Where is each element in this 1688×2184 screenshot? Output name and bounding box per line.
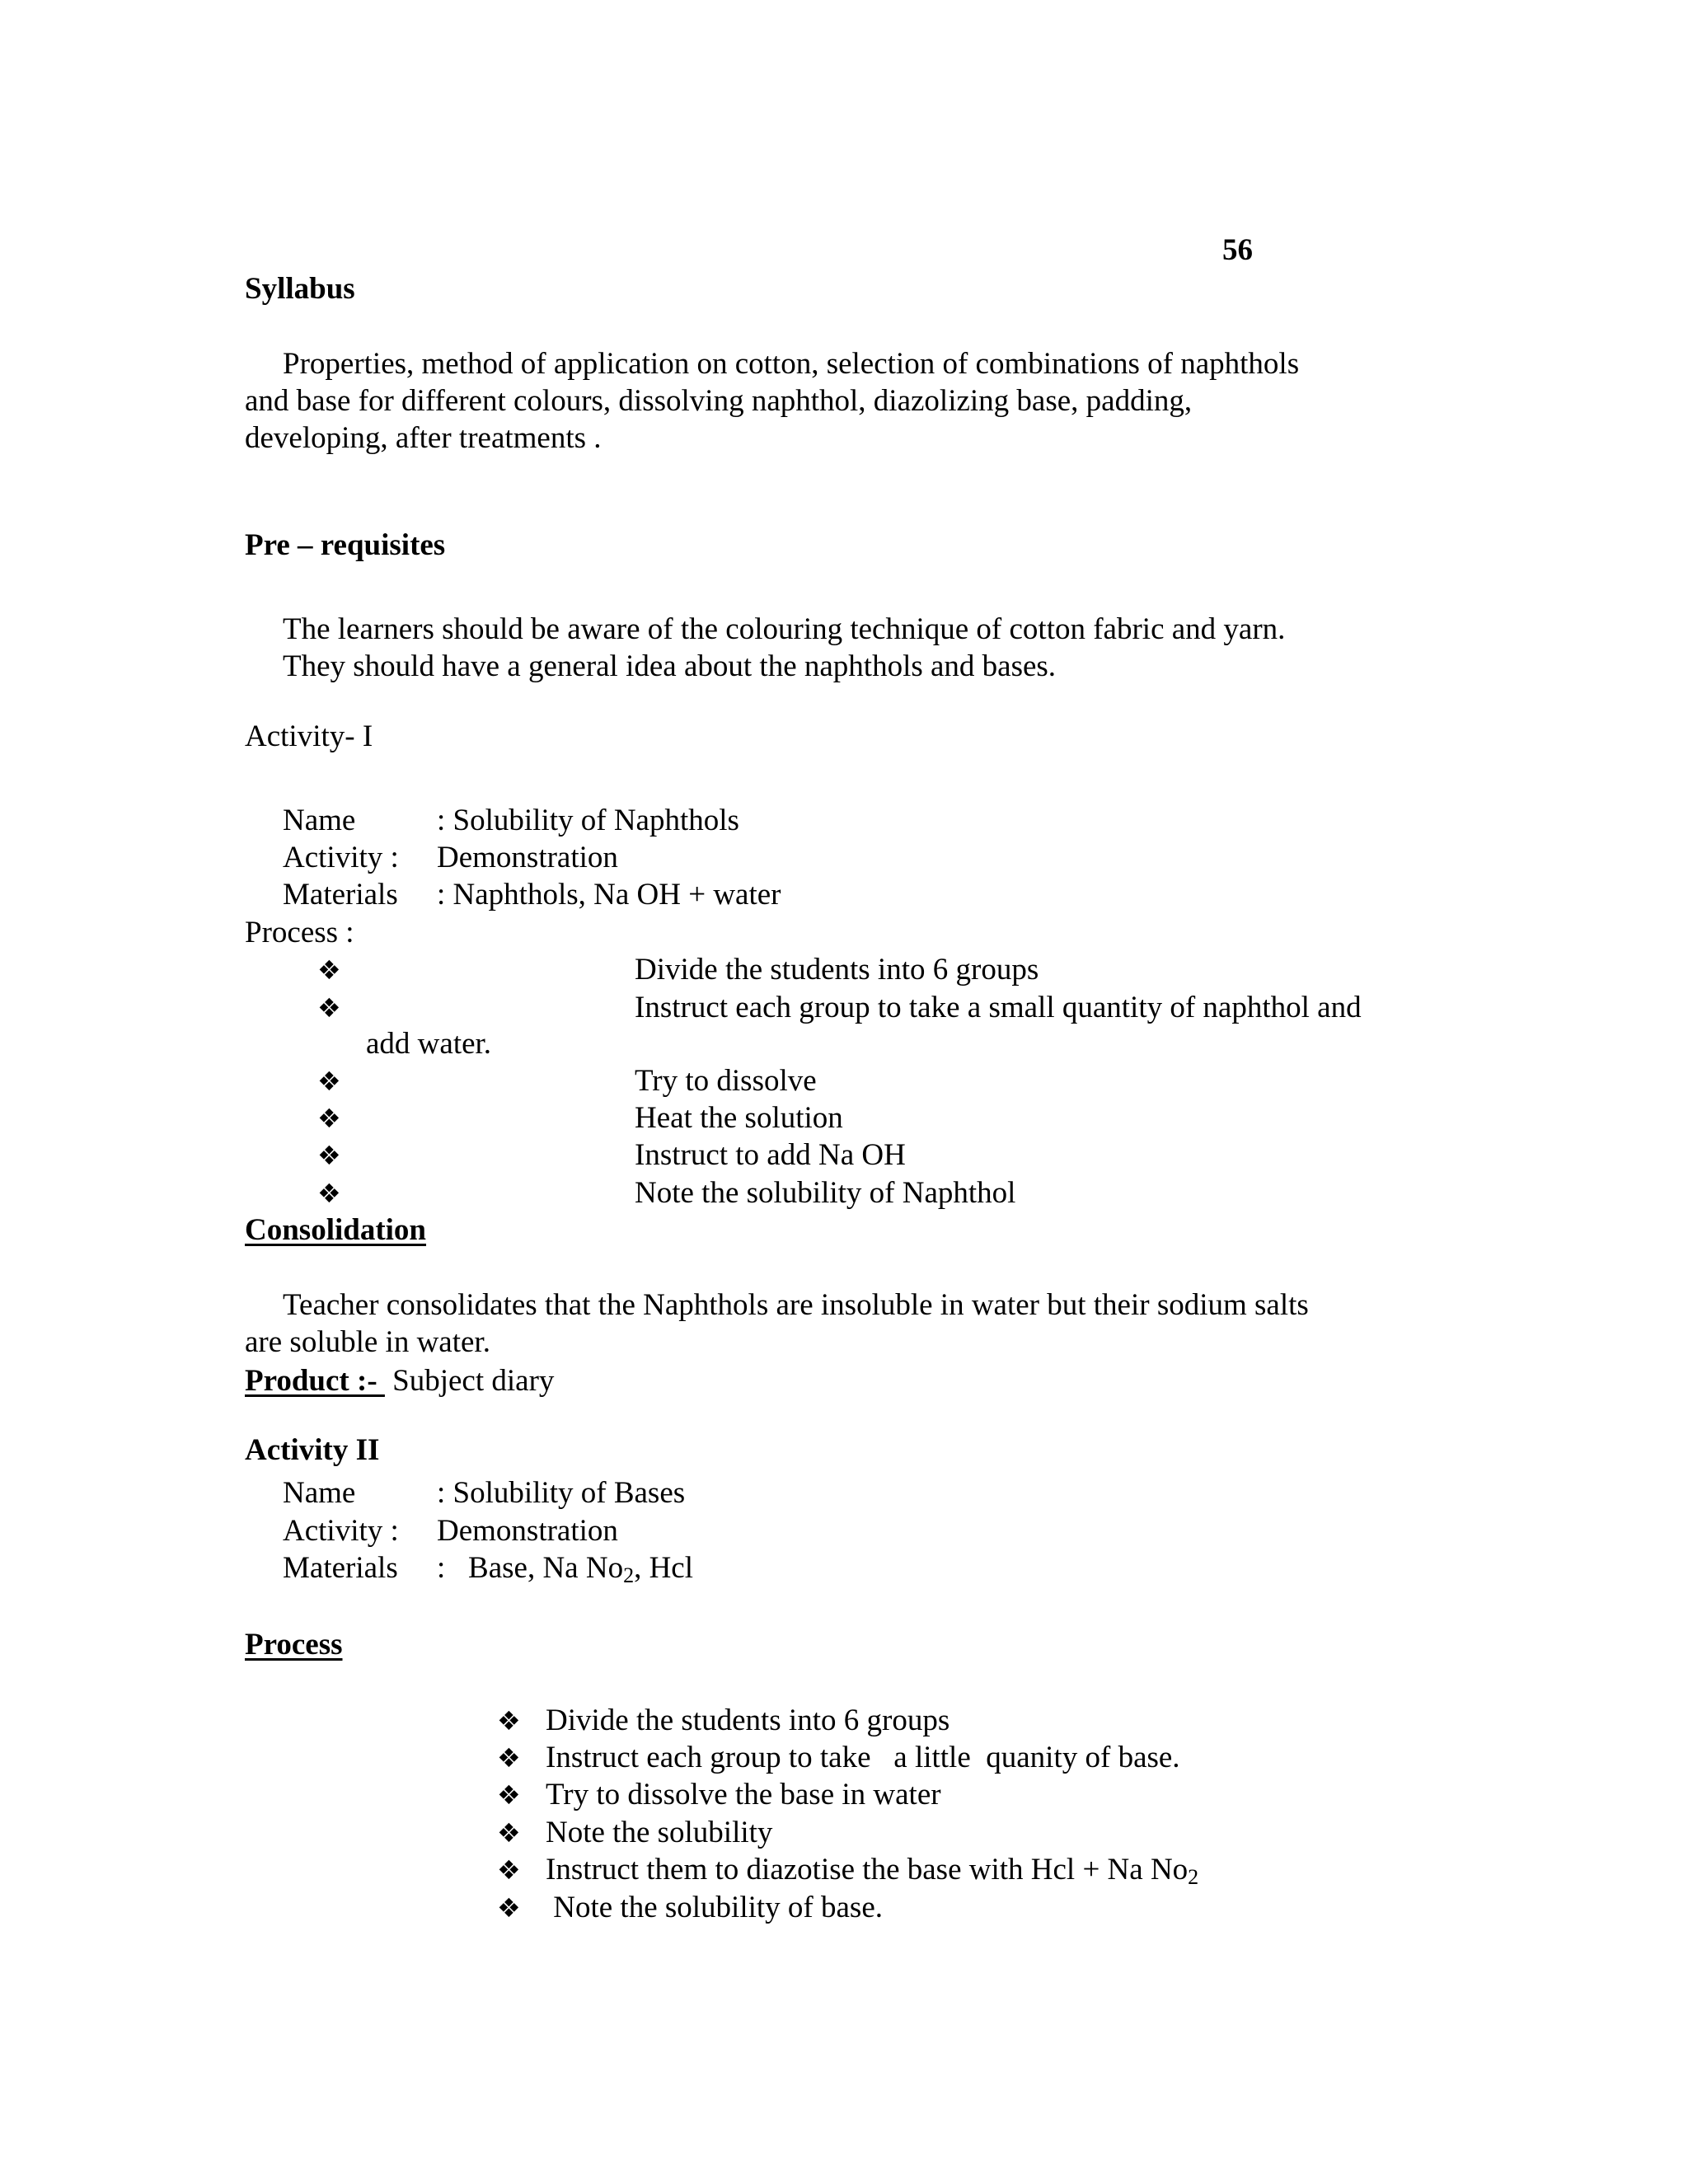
diamond-bullet-icon: ❖ bbox=[317, 1140, 341, 1171]
activity2-materials-label: Materials bbox=[283, 1551, 398, 1585]
page-number: 56 bbox=[1222, 233, 1253, 267]
activity1-step: Divide the students into 6 groups bbox=[635, 953, 1039, 987]
diamond-bullet-icon: ❖ bbox=[317, 992, 341, 1024]
consolidation-line: are soluble in water. bbox=[245, 1325, 490, 1359]
diamond-bullet-icon: ❖ bbox=[317, 954, 341, 986]
diamond-bullet-icon: ❖ bbox=[497, 1854, 521, 1886]
activity2-step: Instruct each group to take a little quanity of base. bbox=[546, 1741, 1180, 1774]
diamond-bullet-icon: ❖ bbox=[497, 1892, 521, 1924]
activity1-step: Instruct each group to take a small quantity of naphthol and bbox=[635, 991, 1362, 1024]
activity2-materials-value: : Base, Na $No_2$, Hcl bbox=[437, 1551, 694, 1587]
activity2-step: Try to dissolve the base in water bbox=[546, 1778, 941, 1811]
activity2-step: Instruct them to diazotise the base with Hcl + Na $No_2$ bbox=[546, 1853, 1199, 1889]
activity2-step: Note the solubility bbox=[546, 1816, 773, 1849]
activity1-activity-value: Demonstration bbox=[437, 841, 618, 874]
diamond-bullet-icon: ❖ bbox=[317, 1066, 341, 1097]
activity1-name-label: Name bbox=[283, 804, 356, 837]
activity2-name-label: Name bbox=[283, 1476, 356, 1510]
activity1-step: Instruct to add Na OH bbox=[635, 1138, 906, 1172]
diamond-bullet-icon: ❖ bbox=[497, 1779, 521, 1811]
activity1-name-value: : Solubility of Naphthols bbox=[437, 804, 739, 837]
activity1-materials-value: : Naphthols, Na OH + water bbox=[437, 878, 781, 912]
activity2-process-heading: Process bbox=[245, 1628, 343, 1661]
diamond-bullet-icon: ❖ bbox=[497, 1742, 521, 1774]
prerequisites-heading: Pre – requisites bbox=[245, 528, 446, 562]
activity1-step: Try to dissolve bbox=[635, 1064, 817, 1098]
activity2-step: Note the solubility of base. bbox=[546, 1891, 883, 1924]
syllabus-line: and base for different colours, dissolving naphthol, diazolizing base, padding, bbox=[245, 384, 1193, 418]
prerequisites-line: The learners should be aware of the colouring technique of cotton fabric and yarn. bbox=[283, 612, 1286, 646]
prerequisites-line: They should have a general idea about the naphthols and bases. bbox=[283, 649, 1057, 683]
consolidation-heading: Consolidation bbox=[245, 1213, 427, 1247]
activity1-step: Heat the solution bbox=[635, 1101, 843, 1135]
activity2-step: Divide the students into 6 groups bbox=[546, 1704, 950, 1737]
activity1-step-continuation: add water. bbox=[366, 1027, 492, 1061]
diamond-bullet-icon: ❖ bbox=[317, 1103, 341, 1134]
product-label: Product :- bbox=[245, 1364, 385, 1398]
activity2-heading: Activity II bbox=[245, 1433, 380, 1467]
activity2-name-value: : Solubility of Bases bbox=[437, 1476, 686, 1510]
activity1-activity-label: Activity : bbox=[283, 841, 399, 874]
syllabus-line: developing, after treatments . bbox=[245, 421, 602, 455]
consolidation-line: Teacher consolidates that the Naphthols are insoluble in water but their sodium salts bbox=[283, 1288, 1309, 1322]
activity2-activity-value: Demonstration bbox=[437, 1514, 618, 1548]
activity1-materials-label: Materials bbox=[283, 878, 398, 912]
diamond-bullet-icon: ❖ bbox=[497, 1817, 521, 1849]
activity2-activity-label: Activity : bbox=[283, 1514, 399, 1548]
diamond-bullet-icon: ❖ bbox=[497, 1705, 521, 1736]
product-line bbox=[245, 1363, 554, 1399]
diamond-bullet-icon: ❖ bbox=[317, 1178, 341, 1209]
activity1-step: Note the solubility of Naphthol bbox=[635, 1176, 1016, 1210]
syllabus-heading: Syllabus bbox=[245, 272, 355, 306]
activity1-heading: Activity- I bbox=[245, 719, 373, 753]
product-value: Subject diary bbox=[392, 1364, 555, 1398]
activity1-process-label: Process : bbox=[245, 916, 354, 949]
syllabus-line: Properties, method of application on cotton, selection of combinations of naphthols bbox=[283, 347, 1300, 381]
